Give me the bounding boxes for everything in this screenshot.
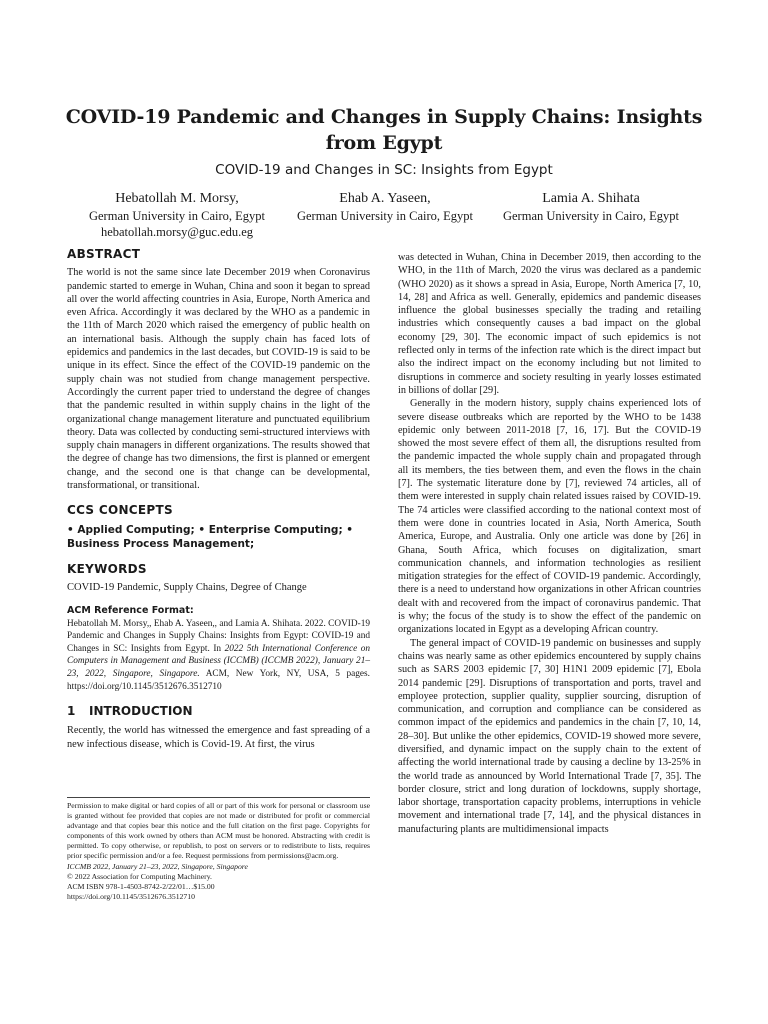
keywords-text: COVID-19 Pandemic, Supply Chains, Degree of Change	[67, 581, 307, 593]
acm-reference-venue: 2022 5th International Conference on Computers in Management and Business (ICCMB) (ICCMB 2022), January 21–23, 2022, Singapore, Singapore.	[67, 643, 371, 679]
right-column	[398, 251, 701, 836]
author-name: Lamia A. Shihata	[542, 191, 640, 206]
paper-title: COVID-19 Pandemic and Changes in Supply Chains: Insights from Egypt	[65, 106, 703, 154]
paper-subtitle: COVID-19 and Changes in SC: Insights from Egypt	[215, 162, 553, 178]
copyright-footnote	[67, 801, 370, 902]
author-affiliation: German University in Cairo, Egypt	[88, 209, 265, 223]
body-paragraph: was detected in Wuhan, China in December 2019, then according to the WHO, in the 11th of March, 2020 the virus was declared as a pandemic (WHO 2020) as it shows a spread in Asia, Europe, North America [7, 10, 14, 28] and Africa as well. Generally, epidemics and pandemic diseases influence the global businesses specially the trading and retailing industries which consequently causes a bad impact on the global economy [29, 30]. The economic impact of such epidemics is not reflected only in terms of the infection rate which is the direct impact but also the indirect impact on the economy including but not limited to disruptions in commerce and society resulting in yearly losses estimated in billions of dollar [29].	[398, 252, 701, 396]
isbn-line: ACM ISBN 978-1-4503-8742-2/22/01…$15.00	[67, 881, 215, 891]
keywords-heading: KEYWORDS	[67, 561, 147, 576]
acm-reference-text	[67, 618, 370, 694]
section-number: 1	[67, 704, 76, 719]
ccs-heading: CCS CONCEPTS	[67, 503, 173, 518]
abstract-text: The world is not the same since late December 2019 when Coronavirus pandemic started to emerge in Wuhan, China and soon it began to spread all over the world affecting countries in Asia, Europe, North America and even Africa. Accordingly it was declared by the WHO as a pandemic in the 11th of March 2020 which raised the emergency of public health on an international basis. Although the supply chain has faced lots of epidemics and pandemics in the last decades, but COVID-19 is said to be unique in its effect. Since the effect of the COVID-19 pandemic on the supply chain was not studied from change management perspective. Accordingly the current paper tried to understand the degree of changes that the pandemic resulted in within supply chains in the light of the organizational change management literature and punctuated equilibrium theory. Data was collected by conducting semi-structured interviews with supply chain managers in different organizations. The results showed that the degree of change has two dimensions, the first is planned or emergent change, and the second one is that change can be developmental, transformational, or transitional.	[67, 267, 370, 492]
author-affiliation: German University in Cairo, Egypt	[502, 209, 679, 223]
body-paragraph: Generally in the modern history, supply chains experienced lots of severe disease outbreaks which are reported by the WHO to be 1438 epidemic only between 2011-2018 [7, 16, 17]. But the COVID-19 showed the most severe effect of them all, the disruptions resulted from the pandemic impacted the whole supply chain and propagated through all its members, the ties between them, and even the flows in the chain [7]. The systematic literature done by [7], reviewed 74 articles, all of them were interested in supply chain related issues raised by COVID-19. The 74 articles were classified according to the national context most of them were done in countries located in Asia, North America, South America, Europe, and Australia. Only one article was done by [26] in Ghana, South Africa, which focuses on digitalization, smart communication channels, and information technologies as resilient mitigation strategies for the effect of COVID-19 pandemic. Accordingly, there is a need to understand how organizations in other African countries dealt with and recovered from the impact of coronavirus pandemic. That is why; the focus of the study is to show the effect of the pandemic on organizations located in Egypt as a developing African country.	[398, 398, 701, 636]
author-block-3	[486, 190, 696, 224]
conference-line: ICCMB 2022, January 21–23, 2022, Singapore, Singapore	[67, 861, 248, 871]
left-column	[67, 248, 370, 751]
author-name: Ehab A. Yaseen,	[339, 191, 431, 206]
copyright-line: © 2022 Association for Computing Machinery.	[67, 871, 212, 881]
ccs-concepts-text: • Applied Computing; • Enterprise Computing; • Business Process Management;	[67, 523, 354, 550]
author-affiliation: German University in Cairo, Egypt	[296, 209, 473, 223]
introduction-heading	[67, 705, 370, 718]
author-name: Hebatollah M. Morsy,	[115, 191, 239, 206]
doi-link[interactable]: https://doi.org/10.1145/3512676.3512710	[67, 891, 195, 901]
abstract-heading: ABSTRACT	[67, 247, 141, 261]
body-paragraph: The general impact of COVID-19 pandemic on businesses and supply chains was nearly same as other epidemics encountered by supply chains such as SARS 2003 epidemic [7, 30] H1N1 2009 epidemic [7], Ebola 2014 pandemic [29]. Disruptions of transportation and ports, travel and employee protection, supplier quality, supplier sourcing, disruption of communication, and corruption and compliance can be considered as common impact of the epidemics and pandemics in the chain [7, 10, 14, 28–30]. But unlike the other epidemics, COVID-19 showed more severe, diversified, and dynamic impact on the supply chain to the extent of affecting the world international trade by causing a decline by 13-25% in the world trade as announced by World International Trade [7, 35]. The border closure, strict and long duration of lockdowns, supply shortage, labor shortage, transportation capacity problems, interruptions in vehicle movement and international trade [7, 14], and the physical distances in manufacturing plants are multidimensional impacts	[398, 637, 701, 835]
acm-reference-heading: ACM Reference Format:	[67, 605, 194, 617]
author-block-2	[280, 190, 490, 224]
acm-reference-authors-title: Hebatollah M. Morsy,, Ehab A. Yaseen,, and Lamia A. Shihata. 2022. COVID-19 Pandemic and Changes in Supply Chains: Insights from Egypt: COVID-19 and Changes in SC: Insights from Egypt. In	[67, 618, 370, 654]
section-title: INTRODUCTION	[89, 704, 193, 719]
acm-reference-publisher-doi[interactable]: ACM, New York, NY, USA, 5 pages. https://doi.org/10.1145/3512676.3512710	[67, 668, 370, 692]
footnote-divider	[67, 797, 370, 798]
introduction-text: Recently, the world has witnessed the emergence and fast spreading of a new infectious disease, which is Covid-19. At first, the virus	[67, 725, 370, 750]
author-block-1	[72, 190, 282, 240]
permission-notice: Permission to make digital or hard copies of all or part of this work for personal or classroom use is granted without fee provided that copies are not made or distributed for profit or commercial advantage and that copies bear this notice and the full citation on the first page. Copyrights for components of this work owned by others than ACM must be honored. Abstracting with credit is permitted. To copy otherwise, or republish, to post on servers or to redistribute to lists, requires prior specific permission and/or a fee. Request permissions from permissions@acm.org.	[67, 801, 370, 861]
author-email[interactable]: hebatollah.morsy@guc.edu.eg	[100, 225, 254, 239]
